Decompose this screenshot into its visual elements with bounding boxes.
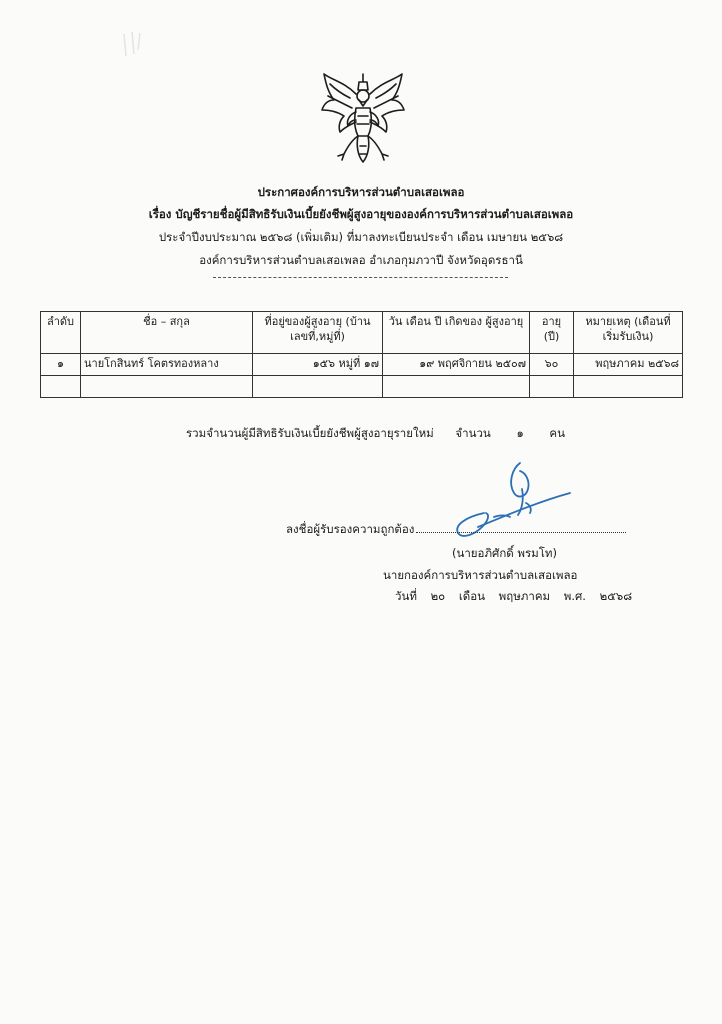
signatory-name: (นายอภิศักดิ์ พรมโท) bbox=[452, 546, 557, 560]
notice-subject: เรื่อง บัญชีรายชื่อผู้มีสิทธิรับเงินเบี้ยยังชีพผู้สูงอายุขององค์การบริหารส่วนตำบลเสอเพลอ bbox=[148, 207, 574, 221]
notice-organization: องค์การบริหารส่วนตำบลเสอเพลอ อำเภอกุมภวาปี จังหวัดอุดรธานี bbox=[199, 253, 523, 267]
notice-title: ประกาศองค์การบริหารส่วนตำบลเสอเพลอ bbox=[257, 185, 465, 199]
total-label: รวมจำนวนผู้มีสิทธิรับเงินเบี้ยยังชีพผู้สูงอายุรายใหม่ bbox=[186, 426, 434, 440]
total-summary bbox=[186, 425, 565, 443]
signature-dotted-line bbox=[416, 522, 626, 533]
signature-line bbox=[286, 521, 626, 539]
col-header-age: อายุ (ปี) bbox=[530, 312, 574, 354]
table-row-empty bbox=[41, 376, 683, 398]
date-day: ๒๐ bbox=[430, 589, 446, 603]
col-header-address: ที่อยู่ของผู้สูงอายุ (บ้านเลขที่,หมู่ที่) bbox=[253, 312, 383, 354]
signature-label: ลงชื่อผู้รับรองความถูกต้อง bbox=[286, 522, 415, 536]
cell-address: ๑๕๖ หมู่ที่ ๑๗ bbox=[253, 354, 383, 376]
date-year-label: พ.ศ. bbox=[563, 589, 586, 603]
total-unit: คน bbox=[549, 426, 565, 440]
cell-remark: พฤษภาคม ๒๕๖๘ bbox=[574, 354, 683, 376]
date-month: พฤษภาคม bbox=[498, 589, 551, 603]
header-divider bbox=[213, 277, 508, 278]
cell-birth: ๑๙ พฤศจิกายน ๒๕๐๗ bbox=[383, 354, 530, 376]
total-count-label: จำนวน bbox=[455, 426, 491, 440]
date-month-label: เดือน bbox=[458, 589, 485, 603]
table-row bbox=[41, 354, 683, 376]
date-year: ๒๕๖๘ bbox=[599, 589, 633, 603]
signature-date bbox=[395, 588, 642, 606]
col-header-remark: หมายเหตุ (เดือนที่เริ่มรับเงิน) bbox=[574, 312, 683, 354]
col-header-no: ลำดับ bbox=[41, 312, 81, 354]
table-header-row bbox=[41, 312, 683, 354]
notice-fiscal-year: ประจำปีงบประมาณ ๒๕๖๘ (เพิ่มเติม) ที่มาลงทะเบียนประจำ เดือน เมษายน ๒๕๖๘ bbox=[158, 230, 564, 244]
garuda-emblem-icon bbox=[318, 70, 408, 166]
cell-age: ๖๐ bbox=[530, 354, 574, 376]
cell-name: นายโกสินทร์ โคตรทองหลาง bbox=[81, 354, 253, 376]
signatory-position: นายกองค์การบริหารส่วนตำบลเสอเพลอ bbox=[383, 568, 578, 582]
beneficiary-table bbox=[40, 311, 683, 398]
total-count: ๑ bbox=[516, 426, 524, 440]
col-header-name: ชื่อ – สกุล bbox=[81, 312, 253, 354]
col-header-birth: วัน เดือน ปี เกิดของ ผู้สูงอายุ bbox=[383, 312, 530, 354]
date-label: วันที่ bbox=[395, 589, 417, 603]
scan-artifact bbox=[118, 30, 148, 60]
cell-no: ๑ bbox=[41, 354, 81, 376]
